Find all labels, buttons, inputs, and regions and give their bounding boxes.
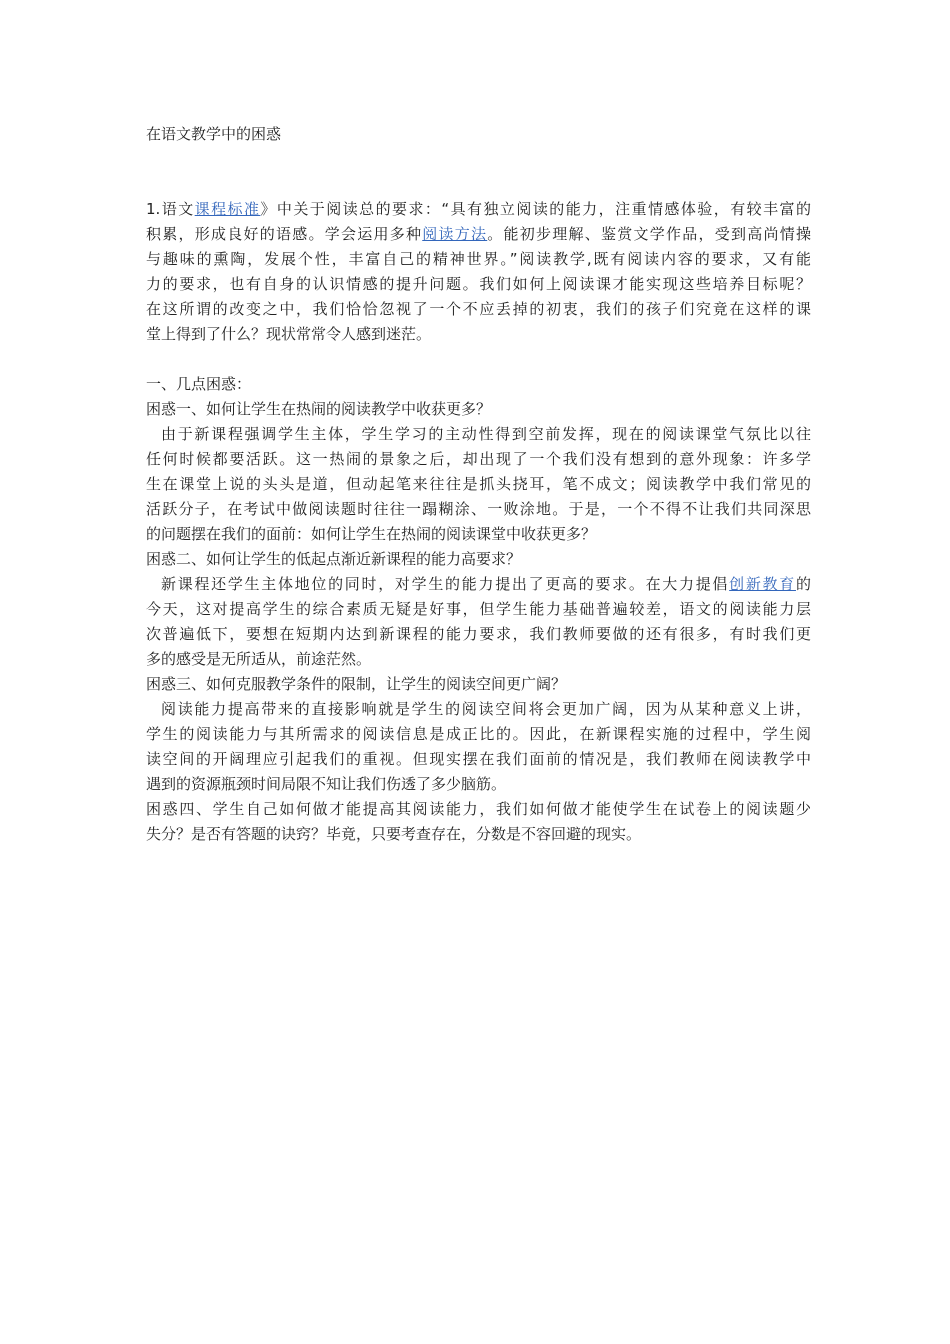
text-line: 学生的阅读能力与其所需求的阅读信息是成正比的。因此，在新课程实施的过程中，学生阅: [146, 725, 811, 743]
text-line: 失分？是否有答题的诀窍？毕竟，只要考查存在，分数是不容回避的现实。: [146, 825, 642, 843]
question-body: [146, 797, 811, 847]
intro-paragraph: [146, 197, 811, 347]
link-reading-methods[interactable]: 阅读方法: [422, 225, 488, 243]
text-line: 的问题摆在我们的面前：如何让学生在热闹的阅读课堂中收获更多？: [146, 525, 597, 543]
text-line: 今天，这对提高学生的综合素质无疑是好事，但学生能力基础普遍较差，语文的阅读能力层: [146, 600, 811, 618]
text-span: 阅读能力提高带来的直接影响就是学生的阅读空间将会更加广阔，因为从某种意义上讲，: [161, 700, 811, 718]
text-line: [146, 572, 811, 597]
text-line: [146, 222, 811, 247]
question-body: [146, 422, 811, 547]
spacer: [146, 172, 811, 197]
text-line: 与趣味的熏陶，发展个性，丰富自己的精神世界。”阅读教学,既有阅读内容的要求，又有能: [146, 250, 811, 268]
document-body: [146, 122, 811, 847]
text-line: 力的要求，也有自身的认识情感的提升问题。我们如何上阅读课才能实现这些培养目标呢？: [146, 275, 811, 293]
text-span: 新课程还学生主体地位的同时，对学生的能力提出了更高的要求。在大力提倡: [161, 575, 730, 593]
text-line: 在这所谓的改变之中，我们恰恰忽视了一个不应丢掉的初衷，我们的孩子们究竟在这样的课: [146, 300, 811, 318]
text-span: 由于新课程强调学生主体，学生学习的主动性得到空前发挥，现在的阅读课堂气氛比以往: [161, 425, 811, 443]
text-span: 1.语文: [146, 200, 195, 218]
text-line: 次普遍低下，要想在短期内达到新课程的能力要求，我们教师要做的还有很多，有时我们更: [146, 625, 811, 643]
question-heading: 困惑二、如何让学生的低起点渐近新课程的能力高要求？: [146, 550, 522, 568]
text-line: 多的感受是无所适从，前途茫然。: [146, 650, 372, 668]
spacer: [146, 347, 811, 372]
text-line: [146, 697, 811, 722]
text-line: 任何时候都要活跃。这一热闹的景象之后，却出现了一个我们没有想到的意外现象：许多学: [146, 450, 811, 468]
link-curriculum-standard[interactable]: 课程标准: [194, 200, 261, 218]
question-heading: 困惑一、如何让学生在热闹的阅读教学中收获更多？: [146, 400, 492, 418]
text-line: [146, 422, 811, 447]
question-body: [146, 572, 811, 672]
text-span: 的: [795, 575, 811, 593]
text-line: 生在课堂上说的头头是道，但动起笔来往往是抓头挠耳，笔不成文；阅读教学中我们常见的: [146, 475, 811, 493]
document-title: 在语文教学中的困惑: [146, 125, 282, 143]
question-heading: 困惑四、学生自己如何做才能提高其阅读能力，我们如何做才能使学生在试卷上的阅读题少: [146, 800, 811, 818]
section-heading: 一、几点困惑：: [146, 375, 252, 393]
text-span: 》中关于阅读总的要求：“具有独立阅读的能力，注重情感体验，有较丰富的: [260, 200, 811, 218]
text-line: [146, 197, 811, 222]
text-line: 遇到的资源瓶颈时间局限不知让我们伤透了多少脑筋。: [146, 775, 507, 793]
question-body: [146, 697, 811, 797]
question-heading: 困惑三、如何克服教学条件的限制，让学生的阅读空间更广阔？: [146, 675, 567, 693]
text-span: 积累，形成良好的语感。学会运用多种: [146, 225, 423, 243]
text-line: 读空间的开阔理应引起我们的重视。但现实摆在我们面前的情况是，我们教师在阅读教学中: [146, 750, 811, 768]
text-span: 。能初步理解、鉴赏文学作品，受到高尚情操: [487, 225, 811, 243]
spacer: [146, 147, 811, 172]
link-innovative-education[interactable]: 创新教育: [729, 575, 796, 593]
text-line: 活跃分子，在考试中做阅读题时往往一蹋糊涂、一败涂地。于是，一个不得不让我们共同深思: [146, 500, 811, 518]
text-line: 堂上得到了什么？现状常常令人感到迷茫。: [146, 325, 432, 343]
